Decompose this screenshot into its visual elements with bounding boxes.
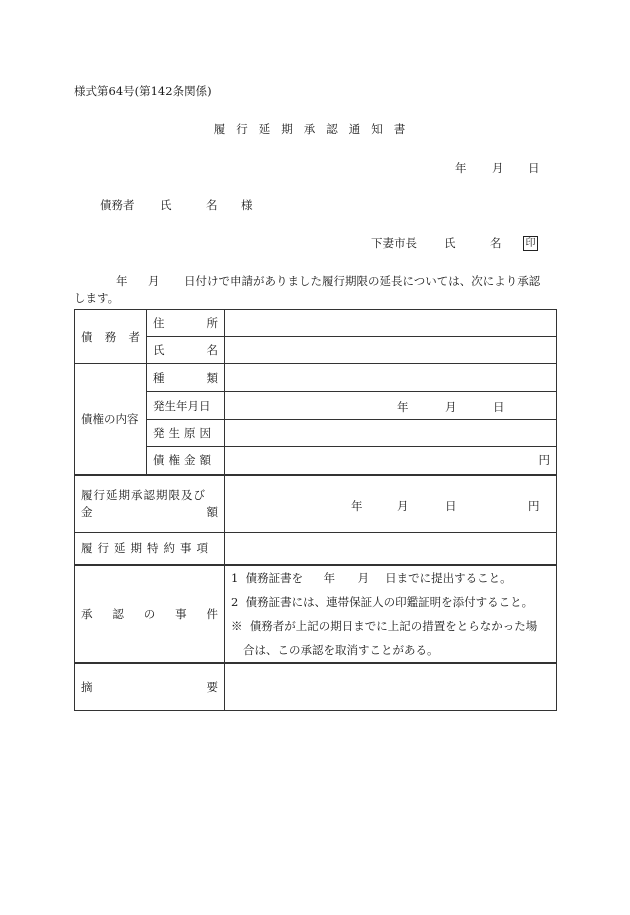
- document-title: 履行延期承認通知書: [213, 122, 417, 136]
- condition-note-1: ※ 債務者が上記の期日までに上記の措置をとらなかった場: [231, 618, 538, 633]
- debtor-label-cell: 債 務 者: [75, 310, 147, 364]
- seal-mark: [523, 235, 538, 251]
- amount-field[interactable]: 円: [225, 447, 557, 475]
- form-number: 様式第64号(第142条関係): [74, 84, 212, 98]
- summary-field[interactable]: [225, 663, 557, 711]
- addressee-name-1: 氏: [160, 198, 172, 212]
- date-month: 月: [492, 161, 504, 175]
- address-field[interactable]: [225, 310, 557, 337]
- date-day: 日: [528, 161, 540, 175]
- amount-label-cell: 債権金額: [147, 447, 225, 475]
- conditions-label-cell: 承 認 の 事 件: [75, 565, 225, 663]
- addressee-role: 債務者: [100, 198, 135, 212]
- special-field[interactable]: [225, 533, 557, 565]
- form-table: [74, 309, 557, 711]
- condition-note-2: 合は、この承認を取消すことがある。: [243, 642, 439, 657]
- conditions-text: [225, 565, 557, 663]
- address-label-cell: 住 所: [147, 310, 225, 337]
- occurrence-date-label-cell: 発生年月日: [147, 392, 225, 420]
- summary-label-cell: 摘 要: [75, 663, 225, 711]
- cause-label-cell: 発生原因: [147, 420, 225, 447]
- condition-item-1: 1 債務証書を 年 月 日までに提出すること。: [231, 570, 512, 585]
- body-line2: します。: [74, 291, 120, 305]
- body-month: 月: [148, 274, 160, 288]
- type-label-cell: 種 類: [147, 364, 225, 392]
- special-label-cell: 履行延期特約事項: [75, 533, 225, 565]
- addressee-honorific: 様: [241, 198, 253, 212]
- name-field[interactable]: [225, 337, 557, 364]
- cause-field[interactable]: [225, 420, 557, 447]
- type-field[interactable]: [225, 364, 557, 392]
- period-field[interactable]: 年 月 日 円: [225, 475, 557, 533]
- name-label-cell: 氏 名: [147, 337, 225, 364]
- period-label-cell: 履行延期承認期限及び 金 額: [75, 475, 225, 533]
- claim-label-cell: 債権の内容: [75, 364, 147, 475]
- sender-name-2: 名: [490, 236, 502, 250]
- addressee-name-2: 名: [206, 198, 218, 212]
- occurrence-date-field[interactable]: 年 月 日: [225, 392, 557, 420]
- body-year: 年: [116, 274, 128, 288]
- date-year: 年: [455, 161, 467, 175]
- sender-title: 下妻市長: [371, 236, 417, 250]
- seal-icon: 印: [523, 236, 538, 251]
- body-line1: 日付けで申請がありました履行期限の延長については、次により承認: [184, 274, 541, 288]
- sender-name-1: 氏: [444, 236, 456, 250]
- condition-item-2: 2 債務証書には、連帯保証人の印鑑証明を添付すること。: [231, 594, 534, 609]
